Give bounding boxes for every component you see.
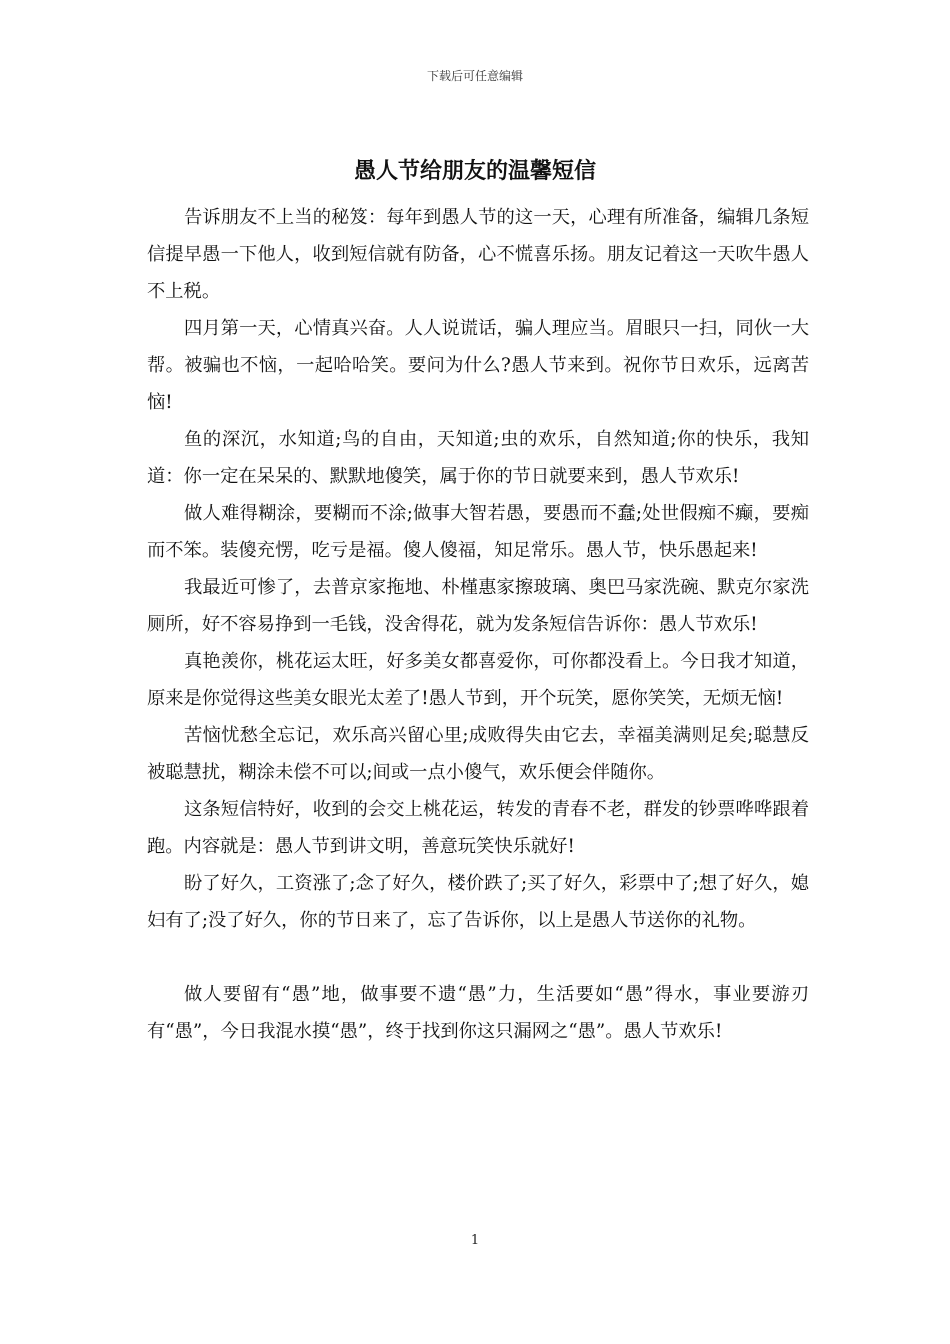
paragraph: 告诉朋友不上当的秘笈：每年到愚人节的这一天，心理有所准备，编辑几条短信提早愚一下他人，收到短信就有防备，心不慌喜乐扬。朋友记着这一天吹牛愚人不上税。 xyxy=(147,207,809,302)
paragraph: 我最近可惨了，去普京家拖地、朴槿惠家擦玻璃、奥巴马家洗碗、默克尔家洗厕所，好不容易挣到一毛钱，没舍得花，就为发条短信告诉你：愚人节欢乐! xyxy=(147,577,809,635)
header-note: 下载后可任意编辑 xyxy=(426,69,523,83)
paragraph: 鱼的深沉，水知道;鸟的自由，天知道;虫的欢乐，自然知道;你的快乐，我知道：你一定在呆呆的、默默地傻笑，属于你的节日就要来到，愚人节欢乐! xyxy=(147,429,809,487)
document-title: 愚人节给朋友的温馨短信 xyxy=(353,159,596,184)
paragraph: 苦恼忧愁全忘记，欢乐高兴留心里;成败得失由它去，幸福美满则足矣;聪慧反被聪慧扰，糊涂未偿不可以;间或一点小傻气，欢乐便会伴随你。 xyxy=(147,725,809,783)
paragraph: 做人要留有“愚”地，做事要不遗“愚”力，生活要如“愚”得水，事业要游刃有“愚”，今日我混水摸“愚”，终于找到你这只漏网之“愚”。愚人节欢乐! xyxy=(147,984,809,1042)
document-body xyxy=(147,199,809,1050)
paragraph: 做人难得糊涂，要糊而不涂;做事大智若愚，要愚而不蠢;处世假痴不癫，要痴而不笨。装傻充愣，吃亏是福。傻人傻福，知足常乐。愚人节，快乐愚起来! xyxy=(147,503,809,561)
paragraph: 这条短信特好，收到的会交上桃花运，转发的青春不老，群发的钞票哗哗跟着跑。内容就是：愚人节到讲文明，善意玩笑快乐就好! xyxy=(147,799,809,857)
paragraph: 四月第一天，心情真兴奋。人人说谎话，骗人理应当。眉眼只一扫，同伙一大帮。被骗也不恼，一起哈哈笑。要问为什么?愚人节来到。祝你节日欢乐，远离苦恼! xyxy=(147,318,809,413)
paragraph: 盼了好久，工资涨了;念了好久，楼价跌了;买了好久，彩票中了;想了好久，媳妇有了;没了好久，你的节日来了，忘了告诉你，以上是愚人节送你的礼物。 xyxy=(147,873,809,931)
paragraph: 真艳羡你，桃花运太旺，好多美女都喜爱你，可你都没看上。今日我才知道，原来是你觉得这些美女眼光太差了!愚人节到，开个玩笑，愿你笑笑，无烦无恼! xyxy=(147,651,809,709)
page-number: 1 xyxy=(470,1233,480,1248)
